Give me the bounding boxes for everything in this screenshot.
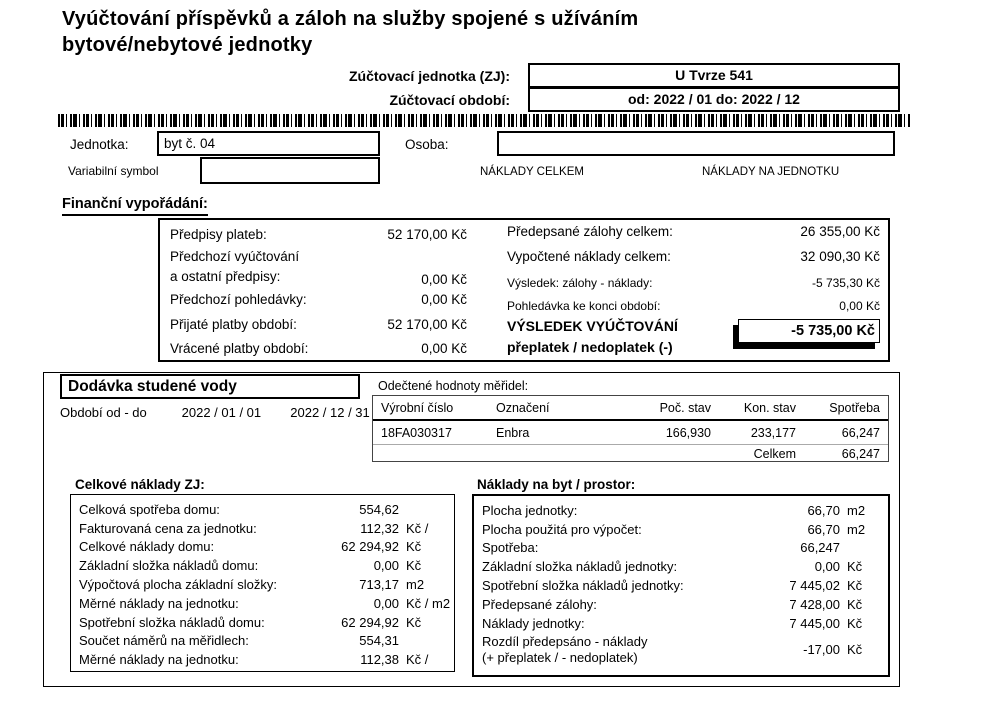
service-name-box — [60, 374, 360, 399]
settlement-result-box — [738, 319, 880, 343]
settlement-heading: Finanční vypořádání: — [62, 196, 208, 216]
row-label: Vrácené platby období: — [170, 341, 309, 356]
zj-costs-heading: Celkové náklady ZJ: — [75, 477, 205, 492]
meter-serial: 18FA030317 — [381, 425, 452, 440]
row-value: 0,00 Kč — [421, 272, 467, 287]
unit-label: Jednotka: — [70, 137, 129, 152]
billing-unit-label: Zúčtovací jednotka (ZJ): — [348, 68, 510, 84]
service-period-to: 2022 / 12 / 31 — [290, 405, 370, 420]
row-value: 0,00 Kč — [421, 341, 467, 356]
col-start: Poč. stav — [659, 400, 711, 415]
row-label: Přijaté platby období: — [170, 317, 297, 332]
settlement-result-label: VÝSLEDEK VYÚČTOVÁNÍ přeplatek / nedoplatek (-) — [507, 318, 678, 355]
billing-unit-box — [528, 63, 900, 88]
service-period — [60, 405, 370, 420]
cost-row: Spotřeba: 66,247 — [482, 540, 840, 556]
zj-costs-box — [70, 494, 455, 672]
row-label: Pohledávka ke konci období: — [507, 299, 661, 313]
meter-table — [372, 395, 889, 462]
settlement-box — [158, 218, 890, 362]
cost-row: Základní složka nákladů jednotky: 0,00 Kč — [482, 559, 863, 575]
cost-row: Plocha použitá pro výpočet: 66,70 m2 — [482, 521, 866, 537]
meter-total-value: 66,247 — [841, 447, 880, 461]
variable-symbol-field — [200, 157, 380, 184]
meter-start: 166,930 — [665, 425, 711, 440]
service-period-label: Období od - do — [60, 405, 147, 420]
page-title — [62, 6, 802, 58]
person-label: Osoba: — [405, 137, 449, 152]
unit-field — [157, 131, 380, 156]
meter-consumption: 66,247 — [841, 425, 880, 440]
settlement-row — [507, 249, 880, 264]
meter-end: 233,177 — [750, 425, 796, 440]
settlement-row — [507, 299, 880, 313]
col-end: Kon. stav — [743, 400, 796, 415]
meter-total-label: Celkem — [753, 447, 796, 461]
cost-row: Celkové náklady domu: 62 294,92 Kč — [79, 539, 422, 555]
billing-period-value: od: 2022 / 01 do: 2022 / 12 — [628, 91, 800, 107]
row-label: Vypočtené náklady celkem: — [507, 249, 671, 264]
row-value: 26 355,00 Kč — [800, 224, 880, 239]
billing-unit-value: U Tvrze 541 — [675, 67, 753, 83]
unit-costs-heading: Náklady na byt / prostor: — [477, 477, 636, 492]
settlement-row — [170, 292, 467, 307]
billing-period-box — [528, 87, 900, 112]
barcode — [58, 114, 910, 127]
variable-symbol-label: Variabilní symbol — [68, 164, 159, 178]
unit-value: byt č. 04 — [164, 136, 216, 151]
cost-row: Předepsané zálohy: 7 428,00 Kč — [482, 596, 863, 612]
cost-row: Součet náměrů na měřidlech: 554,31 — [79, 633, 399, 649]
meter-table-row — [373, 421, 888, 444]
settlement-row — [170, 317, 467, 332]
cost-row: Měrné náklady na jednotku: 112,38 Kč / — [79, 652, 429, 668]
cost-row: Rozdíl předepsáno - náklady (+ přeplatek / - nedoplatek) -17,00 Kč — [482, 633, 863, 665]
row-value: 52 170,00 Kč — [387, 317, 467, 332]
settlement-row — [170, 247, 467, 287]
cost-row: Spotřební složka nákladů domu: 62 294,92 Kč — [79, 614, 422, 630]
costs-per-unit-header: NÁKLADY NA JEDNOTKU — [702, 166, 840, 178]
meter-table-total-row — [373, 444, 888, 463]
row-value: 0,00 Kč — [839, 299, 880, 313]
col-consumption: Spotřeba — [829, 400, 880, 415]
settlement-row — [170, 341, 467, 356]
row-value: 52 170,00 Kč — [387, 227, 467, 242]
row-label: Předchozí vyúčtování a ostatní předpisy: — [170, 249, 300, 284]
row-value: 0,00 Kč — [421, 292, 467, 307]
page-title-line2: bytové/nebytové jednotky — [62, 34, 313, 56]
settlement-row — [507, 276, 880, 290]
cost-row: Plocha jednotky: 66,70 m2 — [482, 502, 866, 518]
row-label: Výsledek: zálohy - náklady: — [507, 276, 653, 290]
service-name: Dodávka studené vody — [68, 378, 237, 395]
row-value: 32 090,30 Kč — [800, 249, 880, 264]
col-serial: Výrobní číslo — [381, 400, 454, 415]
page-title-line1: Vyúčtování příspěvků a záloh na služby spojené s užíváním — [62, 8, 639, 30]
row-label: Předpisy plateb: — [170, 227, 267, 242]
service-period-from: 2022 / 01 / 01 — [181, 405, 262, 420]
settlement-row — [170, 227, 467, 242]
col-brand: Označení — [496, 400, 550, 415]
cost-row: Spotřební složka nákladů jednotky: 7 445,02 Kč — [482, 578, 863, 594]
settlement-result-value: -5 735,00 Kč — [791, 323, 875, 339]
cost-row: Měrné náklady na jednotku: 0,00 Kč / m2 — [79, 595, 451, 611]
cost-row: Náklady jednotky: 7 445,00 Kč — [482, 615, 863, 631]
settlement-row — [507, 224, 880, 239]
billing-period-label: Zúčtovací období: — [389, 92, 510, 108]
meter-table-header — [373, 396, 888, 421]
costs-total-header: NÁKLADY CELKEM — [480, 166, 584, 178]
unit-costs-box — [472, 494, 890, 677]
row-label: Předchozí pohledávky: — [170, 292, 307, 307]
row-label: Předepsané zálohy celkem: — [507, 224, 673, 239]
person-field — [497, 131, 895, 156]
row-value: -5 735,30 Kč — [811, 276, 880, 290]
meter-brand: Enbra — [496, 425, 530, 440]
cost-row: Základní složka nákladů domu: 0,00 Kč — [79, 558, 422, 574]
meter-readings-label: Odečtené hodnoty měřidel: — [378, 379, 529, 393]
cost-row: Fakturovaná cena za jednotku: 112,32 Kč / — [79, 520, 429, 536]
cost-row: Výpočtová plocha základní složky: 713,17 m2 — [79, 577, 425, 593]
cost-row: Celková spotřeba domu: 554,62 — [79, 501, 399, 517]
